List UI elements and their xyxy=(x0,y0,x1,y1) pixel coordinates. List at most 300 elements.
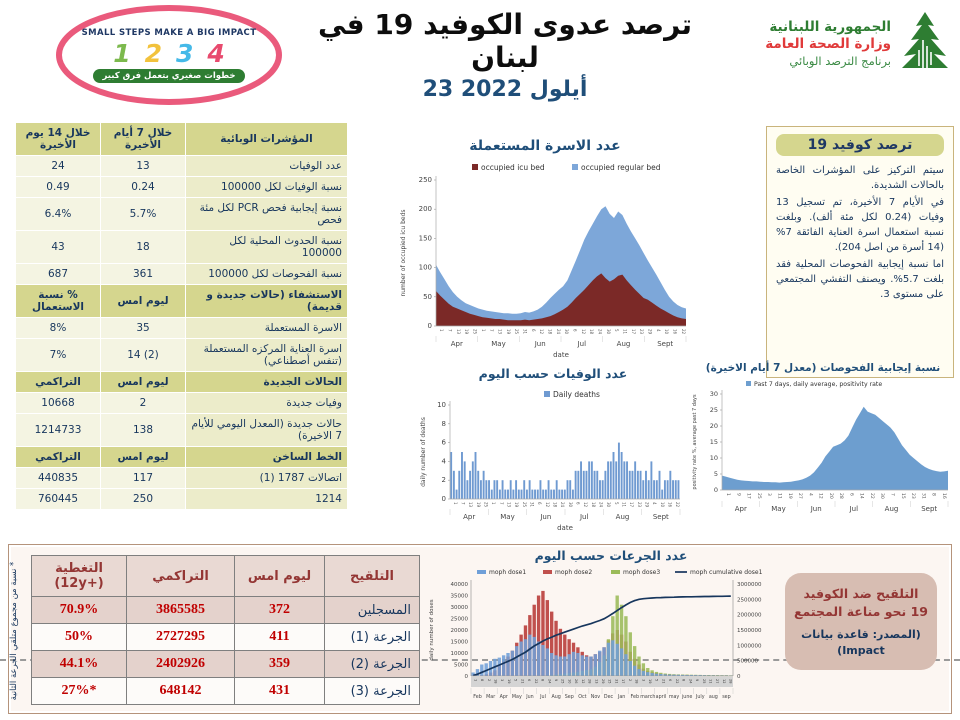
vaccination-message: التلقيح ضد الكوفيد 19 نحو مناعة المجتمع xyxy=(793,586,929,620)
table-row xyxy=(32,624,420,651)
row-value: 24 xyxy=(16,156,101,177)
svg-text:5: 5 xyxy=(713,470,718,478)
svg-text:Jun: Jun xyxy=(526,695,534,700)
svg-text:2: 2 xyxy=(441,476,446,485)
svg-text:2500000: 2500000 xyxy=(737,597,762,604)
table-row xyxy=(16,318,348,339)
svg-text:40000: 40000 xyxy=(450,582,468,588)
svg-text:50: 50 xyxy=(423,292,432,301)
svg-text:Nov: Nov xyxy=(590,695,601,700)
svg-text:19: 19 xyxy=(475,502,481,508)
row-value: 0.49 xyxy=(16,177,101,198)
svg-text:16: 16 xyxy=(672,329,678,335)
positivity-chart-block xyxy=(688,362,958,528)
svg-text:Jul: Jul xyxy=(579,513,589,521)
svg-text:18: 18 xyxy=(493,679,498,684)
svg-text:23: 23 xyxy=(910,493,916,499)
svg-text:Jul: Jul xyxy=(577,340,587,348)
row-value: 359 xyxy=(235,651,325,678)
row-value: 70.9% xyxy=(32,597,127,624)
row-value: 43 xyxy=(16,231,101,264)
svg-text:11: 11 xyxy=(776,493,782,499)
row-label: المسجلين xyxy=(325,597,420,624)
svg-text:1: 1 xyxy=(491,502,497,505)
svg-text:8: 8 xyxy=(930,493,936,496)
svg-text:march: march xyxy=(640,695,656,700)
svg-text:8: 8 xyxy=(480,679,485,682)
logo-number-2: 2 xyxy=(144,38,162,68)
svg-text:10: 10 xyxy=(659,502,665,508)
row-label: عدد الوفيات xyxy=(186,156,348,177)
svg-text:12: 12 xyxy=(539,329,545,335)
svg-text:29: 29 xyxy=(647,329,653,335)
logo-number-4: 4 xyxy=(207,38,225,68)
svg-text:25: 25 xyxy=(709,406,718,414)
row-value: 250 xyxy=(101,489,186,510)
row-label: الجرعة (1) xyxy=(325,624,420,651)
svg-text:moph dose3: moph dose3 xyxy=(623,569,661,576)
row-label: الاستشفاء (حالات جديدة و قديمة) xyxy=(186,285,348,318)
svg-text:Jul: Jul xyxy=(849,505,859,513)
row-value: 760445 xyxy=(16,489,101,510)
svg-text:19: 19 xyxy=(464,329,470,335)
svg-text:10: 10 xyxy=(437,401,446,409)
svg-text:31: 31 xyxy=(920,493,926,499)
row-label: الخط الساخن xyxy=(186,447,348,468)
column-header: خلال 14 يوم الأخيرة xyxy=(16,123,101,156)
svg-text:Feb: Feb xyxy=(473,695,482,700)
svg-text:6: 6 xyxy=(527,679,532,682)
svg-text:10000: 10000 xyxy=(450,651,468,657)
svg-text:Sept: Sept xyxy=(652,513,669,521)
svg-text:6: 6 xyxy=(572,329,578,332)
report-title-block xyxy=(290,8,720,102)
column-header: التغطية (+12y) xyxy=(32,556,127,597)
svg-text:27: 27 xyxy=(715,679,720,684)
svg-text:10: 10 xyxy=(567,679,572,684)
svg-text:Aug: Aug xyxy=(615,513,630,521)
svg-text:25: 25 xyxy=(755,493,761,499)
row-value: التراكمي xyxy=(16,372,101,393)
svg-text:7: 7 xyxy=(498,502,504,505)
table-row xyxy=(16,393,348,414)
svg-text:15000: 15000 xyxy=(450,639,468,646)
svg-text:18: 18 xyxy=(590,502,596,508)
logo-number-3: 3 xyxy=(176,38,194,68)
svg-text:6: 6 xyxy=(848,493,854,496)
svg-text:2000000: 2000000 xyxy=(737,612,762,619)
svg-text:aug: aug xyxy=(708,695,718,700)
svg-text:daily number of doses: daily number of doses xyxy=(429,599,435,661)
svg-text:30: 30 xyxy=(879,493,885,499)
svg-text:31: 31 xyxy=(529,502,535,508)
svg-text:Jul: Jul xyxy=(540,695,546,700)
table-row xyxy=(16,468,348,489)
svg-text:May: May xyxy=(771,505,786,513)
svg-text:0: 0 xyxy=(737,674,741,680)
surveillance-badge: ترصد كوفيد 19 xyxy=(776,134,944,156)
svg-text:12: 12 xyxy=(721,679,726,684)
svg-text:19: 19 xyxy=(506,679,511,684)
row-value: 431 xyxy=(235,678,325,705)
svg-text:Sep: Sep xyxy=(564,695,574,700)
vaccination-message-box xyxy=(785,573,937,670)
svg-text:8: 8 xyxy=(681,679,686,682)
svg-text:Apr: Apr xyxy=(499,695,508,700)
svg-text:16: 16 xyxy=(940,493,946,499)
indicators-header-row xyxy=(16,123,348,156)
svg-text:26: 26 xyxy=(574,679,579,684)
page-title: ترصد عدوى الكوفيد 19 في لبنان xyxy=(317,8,693,74)
svg-text:10: 10 xyxy=(709,454,718,462)
row-label: الحالات الجديدة xyxy=(186,372,348,393)
cedar-tree-icon xyxy=(898,10,952,76)
logo-tagline: خطوات صغيري بتعمل فرق كبير xyxy=(93,69,246,83)
svg-text:25: 25 xyxy=(483,502,489,508)
svg-text:30: 30 xyxy=(564,329,570,335)
svg-text:june: june xyxy=(681,695,693,700)
table-row xyxy=(32,597,420,624)
svg-text:date: date xyxy=(557,524,573,532)
summary-paragraph: اما نسبة إيجابية الفحوصات المحلية فقد بلغت 5.7%. ويصنف التفشي المجتمعي على مستوى 3. xyxy=(776,259,944,300)
svg-text:24: 24 xyxy=(547,679,552,684)
svg-text:8: 8 xyxy=(540,679,545,682)
daily-deaths-chart-block xyxy=(416,366,690,539)
row-label: نسبة الحدوث المحلية لكل 100000 xyxy=(186,231,348,264)
epidemiological-indicators-table xyxy=(15,122,348,510)
svg-text:5: 5 xyxy=(654,679,659,682)
row-value: 3865585 xyxy=(127,597,235,624)
svg-text:15: 15 xyxy=(899,493,905,499)
svg-text:positivity rate %, average pas: positivity rate %, average past 7 days xyxy=(692,394,698,490)
svg-text:13: 13 xyxy=(506,502,512,508)
table-row xyxy=(16,339,348,372)
svg-text:25: 25 xyxy=(521,502,527,508)
column-header: خلال 7 أيام الأخيرة xyxy=(101,123,186,156)
coverage-footnote: * نسبة من مجموع متلقي الجرعة الثانية xyxy=(9,561,19,701)
row-value: ليوم امس xyxy=(101,447,186,468)
svg-text:sep: sep xyxy=(722,695,731,700)
svg-text:July: July xyxy=(695,695,705,700)
row-label: حالات جديدة (المعدل اليومي للأيام 7 الاخيرة) xyxy=(186,414,348,447)
svg-text:7: 7 xyxy=(460,502,466,505)
svg-text:29: 29 xyxy=(601,679,605,684)
moph-line1: الجمهورية اللبنانية xyxy=(769,18,891,35)
svg-text:Sept: Sept xyxy=(657,340,674,348)
svg-text:18: 18 xyxy=(552,502,558,508)
table-row xyxy=(16,414,348,447)
svg-text:Oct: Oct xyxy=(578,695,587,700)
svg-text:occupied regular bed: occupied regular bed xyxy=(581,163,661,172)
row-label: وفيات جديدة xyxy=(186,393,348,414)
row-label: اتصالات 1787 (1) xyxy=(186,468,348,489)
svg-text:6: 6 xyxy=(575,502,581,505)
svg-text:20: 20 xyxy=(709,422,718,430)
svg-text:25: 25 xyxy=(472,329,478,335)
svg-text:17: 17 xyxy=(630,329,636,335)
svg-text:Jun: Jun xyxy=(540,513,552,521)
svg-text:27: 27 xyxy=(797,493,803,499)
svg-text:Aug: Aug xyxy=(551,695,561,700)
row-value: التراكمي xyxy=(16,447,101,468)
svg-text:28: 28 xyxy=(838,493,844,499)
svg-text:30: 30 xyxy=(605,329,611,335)
svg-text:3: 3 xyxy=(500,679,505,682)
svg-text:1: 1 xyxy=(452,502,458,505)
row-value: 2727295 xyxy=(127,624,235,651)
svg-text:18: 18 xyxy=(589,329,595,335)
row-value: 2402926 xyxy=(127,651,235,678)
svg-text:1: 1 xyxy=(473,679,478,682)
svg-text:May: May xyxy=(500,513,515,521)
summary-paragraph: سيتم التركيز على المؤشرات الخاصة بالحالات الشديدة. xyxy=(776,165,944,191)
row-value: 648142 xyxy=(127,678,235,705)
svg-text:9: 9 xyxy=(553,679,558,682)
svg-text:2: 2 xyxy=(627,679,632,682)
svg-text:500000: 500000 xyxy=(737,658,758,665)
logo-number-1: 1 xyxy=(113,38,131,68)
row-value: 5.7% xyxy=(101,198,186,231)
occupied-beds-chart-title: عدد الاسرة المستعملة xyxy=(469,138,621,154)
svg-text:7: 7 xyxy=(889,493,895,496)
svg-text:13: 13 xyxy=(497,329,503,335)
table-row xyxy=(32,678,420,705)
svg-text:7: 7 xyxy=(489,329,495,332)
row-value: 687 xyxy=(16,264,101,285)
svg-text:17: 17 xyxy=(621,679,626,684)
svg-text:1000000: 1000000 xyxy=(737,643,762,650)
column-header: التراكمي xyxy=(127,556,235,597)
logo-top-text: SMALL STEPS MAKE A BIG IMPACT xyxy=(81,27,257,38)
row-value: 44.1% xyxy=(32,651,127,678)
svg-text:17: 17 xyxy=(629,502,635,508)
table-row xyxy=(16,264,348,285)
svg-text:occupied icu bed: occupied icu bed xyxy=(481,163,545,172)
svg-text:Apr: Apr xyxy=(463,513,476,521)
svg-text:30: 30 xyxy=(709,390,718,398)
row-value: 361 xyxy=(101,264,186,285)
svg-text:daily number of deaths: daily number of deaths xyxy=(420,417,427,487)
svg-text:7: 7 xyxy=(447,329,453,332)
row-value: 411 xyxy=(235,624,325,651)
column-header: المؤشرات الوبائية xyxy=(186,123,348,156)
svg-text:13: 13 xyxy=(594,679,599,684)
svg-text:3: 3 xyxy=(766,493,772,496)
row-value: 117 xyxy=(101,468,186,489)
row-value: 8% xyxy=(16,318,101,339)
positivity-chart xyxy=(688,376,958,528)
svg-text:Jun: Jun xyxy=(534,340,546,348)
svg-text:5: 5 xyxy=(613,502,619,505)
row-label: نسبة إيجابية فحص PCR لكل مئة فحص xyxy=(186,198,348,231)
daily-deaths-chart-title: عدد الوفيات حسب اليوم xyxy=(478,366,628,381)
svg-text:Jun: Jun xyxy=(810,505,822,513)
svg-text:0: 0 xyxy=(441,495,446,503)
row-label: نسبة الفحوصات لكل 100000 xyxy=(186,264,348,285)
svg-text:200: 200 xyxy=(418,205,432,214)
svg-text:25: 25 xyxy=(514,329,520,335)
svg-text:16: 16 xyxy=(667,502,673,508)
svg-text:Past 7 days, daily average, po: Past 7 days, daily average, positivity rate xyxy=(754,381,883,388)
svg-text:12: 12 xyxy=(817,493,823,499)
svg-text:18: 18 xyxy=(547,329,553,335)
vaccination-source: (المصدر: قاعدة بيانات Impact) xyxy=(801,628,921,657)
svg-text:4: 4 xyxy=(652,502,658,505)
svg-text:11: 11 xyxy=(708,679,713,684)
row-value: 35 xyxy=(101,318,186,339)
svg-text:number of occupied icu beds: number of occupied icu beds xyxy=(400,209,407,297)
svg-text:35000: 35000 xyxy=(450,593,468,600)
svg-text:22: 22 xyxy=(868,493,874,499)
svg-text:9: 9 xyxy=(695,679,700,682)
table-row xyxy=(16,231,348,264)
svg-text:1: 1 xyxy=(480,329,486,332)
vaccination-table xyxy=(31,555,420,705)
svg-text:14: 14 xyxy=(858,493,864,499)
svg-text:Jan: Jan xyxy=(617,695,626,700)
svg-text:22: 22 xyxy=(680,329,686,335)
table-row xyxy=(32,651,420,678)
svg-text:6: 6 xyxy=(668,679,673,682)
svg-text:Aug: Aug xyxy=(884,505,899,513)
row-value: 10668 xyxy=(16,393,101,414)
svg-text:28: 28 xyxy=(587,679,592,684)
row-value: 50% xyxy=(32,624,127,651)
svg-text:21: 21 xyxy=(661,679,666,684)
table-row xyxy=(16,489,348,510)
moph-line3: برنامج الترصد الوبائي xyxy=(789,53,891,68)
row-value: 13 xyxy=(101,156,186,177)
svg-text:6: 6 xyxy=(537,502,543,505)
positivity-chart-title: نسبة إيجابية الفحوصات (معدل 7 أيام الاخيرة) xyxy=(705,362,941,374)
svg-text:Apr: Apr xyxy=(734,505,747,513)
svg-text:23: 23 xyxy=(636,502,642,508)
row-value: 18 xyxy=(101,231,186,264)
svg-text:13: 13 xyxy=(468,502,474,508)
svg-text:28: 28 xyxy=(728,679,733,684)
svg-text:29: 29 xyxy=(644,502,650,508)
svg-text:8: 8 xyxy=(441,419,446,428)
svg-text:25: 25 xyxy=(701,679,706,684)
occupied-beds-chart xyxy=(396,158,694,366)
svg-text:30000: 30000 xyxy=(450,605,468,611)
svg-text:moph cumulative dose1: moph cumulative dose1 xyxy=(690,569,763,576)
row-value: 440835 xyxy=(16,468,101,489)
small-steps-logo xyxy=(55,4,283,106)
svg-text:250: 250 xyxy=(418,176,432,184)
svg-text:Mar: Mar xyxy=(486,695,496,700)
row-value: 6.4% xyxy=(16,198,101,231)
svg-text:6: 6 xyxy=(441,438,446,447)
svg-text:20: 20 xyxy=(827,493,833,499)
svg-text:24: 24 xyxy=(560,502,566,508)
svg-text:0: 0 xyxy=(713,486,718,494)
section-header-row xyxy=(16,372,348,393)
svg-text:22: 22 xyxy=(533,679,538,684)
svg-text:15: 15 xyxy=(607,679,612,684)
svg-text:24: 24 xyxy=(555,329,561,335)
svg-text:19: 19 xyxy=(505,329,511,335)
svg-text:4: 4 xyxy=(807,493,813,496)
row-value: 138 xyxy=(101,414,186,447)
svg-text:21: 21 xyxy=(520,679,525,684)
row-value: 14 (2) xyxy=(101,339,186,372)
svg-text:31: 31 xyxy=(614,679,619,684)
daily-deaths-chart xyxy=(416,383,690,539)
svg-text:date: date xyxy=(553,351,569,359)
daily-doses-chart-block xyxy=(421,548,801,714)
svg-text:3: 3 xyxy=(641,679,646,682)
svg-text:5000: 5000 xyxy=(454,662,468,669)
svg-text:4: 4 xyxy=(441,457,446,466)
svg-text:1: 1 xyxy=(725,493,731,496)
row-label: الاسرة المستعملة xyxy=(186,318,348,339)
row-label: اسرة العناية المركزه المستعملة (تنفس أصطناعي) xyxy=(186,339,348,372)
svg-text:5: 5 xyxy=(614,329,620,332)
svg-text:100: 100 xyxy=(418,263,432,272)
table-row xyxy=(16,198,348,231)
moph-line2: وزارة الصحة العامة xyxy=(765,35,891,52)
svg-text:20000: 20000 xyxy=(450,628,468,634)
section-header-row xyxy=(16,285,348,318)
summary-paragraph: في الأيام 7 الأخيرة، تم تسجيل 13 وفيات (0.24 لكل مئة ألف). وبلغت نسبة استعمال اسرة العناية الفائقة 7% (14 أسرة من اصل 204). xyxy=(776,197,945,253)
svg-text:11: 11 xyxy=(621,502,627,508)
svg-text:Aug: Aug xyxy=(616,340,631,348)
logo-numbers xyxy=(113,39,225,68)
svg-text:9: 9 xyxy=(735,493,741,496)
row-value: 1214733 xyxy=(16,414,101,447)
svg-text:Daily deaths: Daily deaths xyxy=(553,390,600,399)
svg-text:12: 12 xyxy=(580,329,586,335)
svg-text:10: 10 xyxy=(664,329,670,335)
svg-text:0: 0 xyxy=(464,674,468,680)
svg-text:6: 6 xyxy=(530,329,536,332)
vaccination-header-row xyxy=(32,556,420,597)
svg-text:24: 24 xyxy=(597,329,603,335)
daily-doses-chart-title: عدد الجرعات حسب اليوم xyxy=(534,548,688,563)
svg-text:moph dose2: moph dose2 xyxy=(555,569,593,576)
svg-text:May: May xyxy=(491,340,506,348)
svg-text:may: may xyxy=(668,695,680,700)
svg-text:May: May xyxy=(511,695,522,700)
row-value: 372 xyxy=(235,597,325,624)
row-label: 1214 xyxy=(186,489,348,510)
svg-text:24: 24 xyxy=(598,502,604,508)
svg-text:april: april xyxy=(655,695,667,700)
svg-text:24: 24 xyxy=(688,679,693,684)
row-value: 2 xyxy=(101,393,186,414)
svg-text:22: 22 xyxy=(674,679,679,684)
section-header-row xyxy=(16,447,348,468)
svg-text:19: 19 xyxy=(514,502,520,508)
row-value: ليوم امس xyxy=(101,285,186,318)
row-value: % نسبة الاستعمال xyxy=(16,285,101,318)
svg-text:18: 18 xyxy=(634,679,639,684)
report-date: 23 أيلول 2022 xyxy=(422,77,588,102)
vaccination-panel xyxy=(8,544,952,714)
svg-text:0: 0 xyxy=(427,322,432,330)
svg-text:3000000: 3000000 xyxy=(737,582,762,588)
svg-text:4: 4 xyxy=(655,329,661,332)
svg-text:19: 19 xyxy=(648,679,653,684)
svg-text:30: 30 xyxy=(567,502,573,508)
svg-text:17: 17 xyxy=(745,493,751,499)
column-header: التلقيح xyxy=(325,556,420,597)
svg-text:Apr: Apr xyxy=(450,340,463,348)
table-row xyxy=(16,177,348,198)
row-value: 27%* xyxy=(32,678,127,705)
svg-text:11: 11 xyxy=(622,329,628,335)
